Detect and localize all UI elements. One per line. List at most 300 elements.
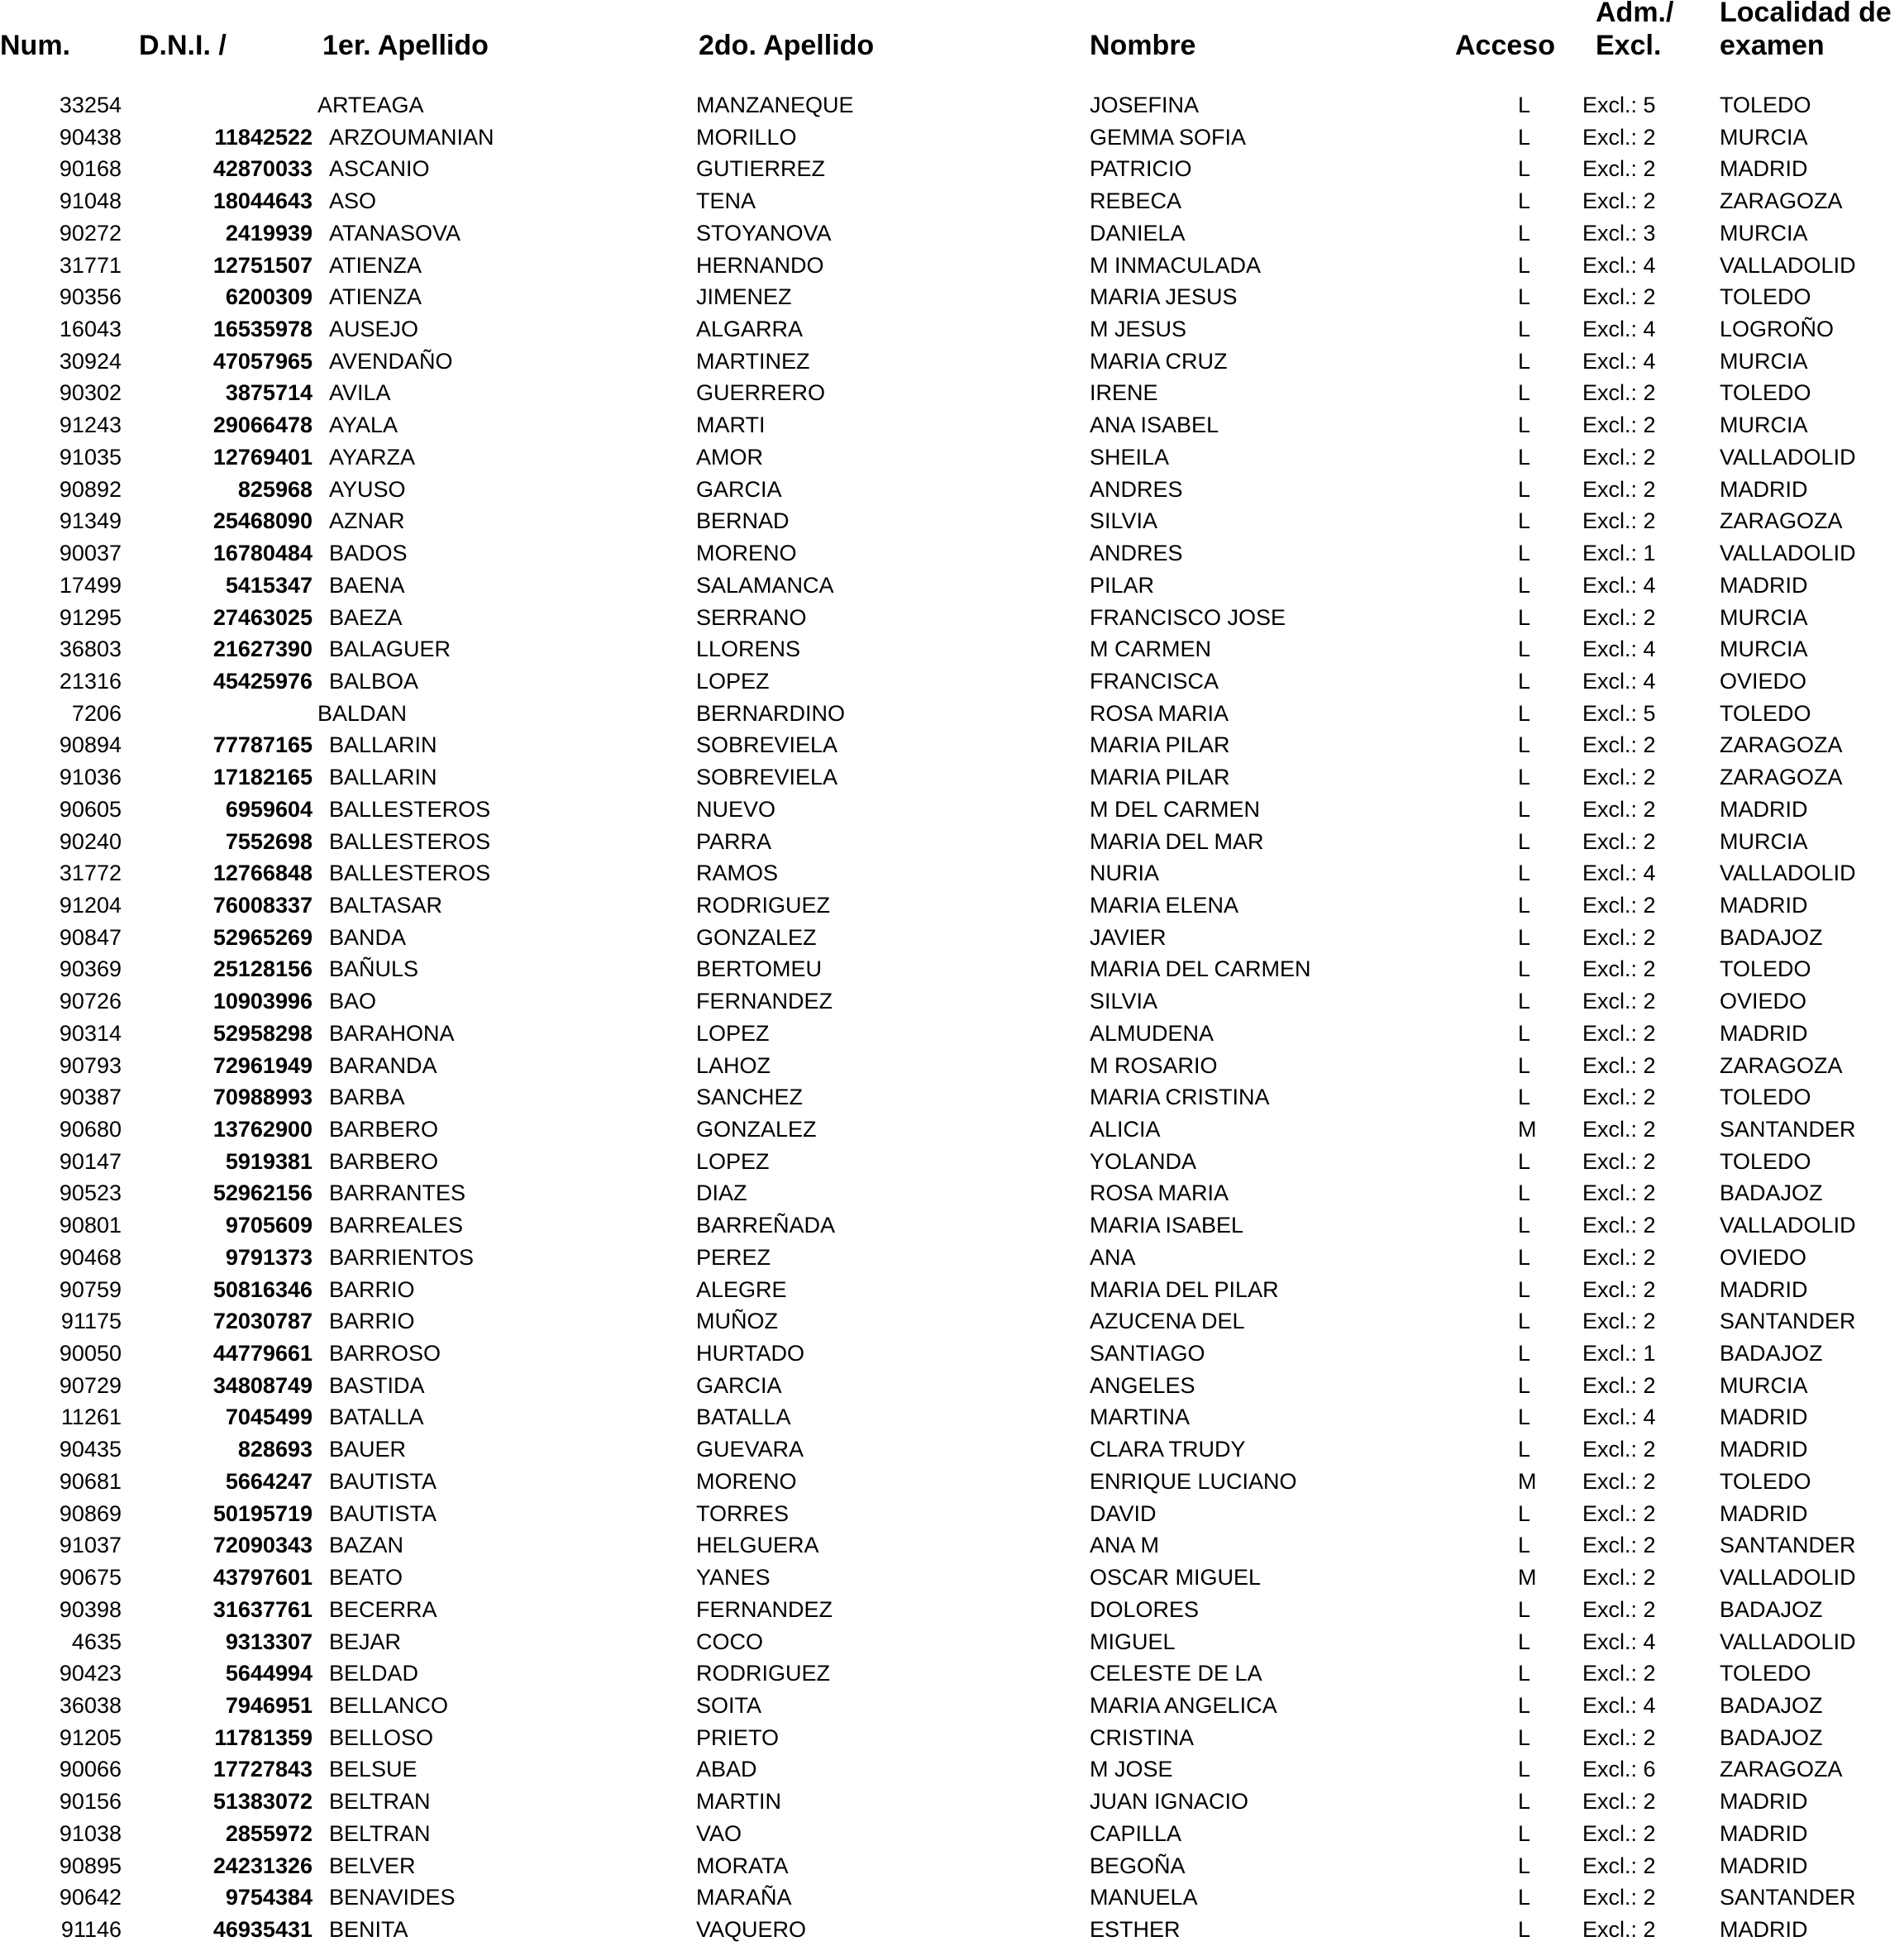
cell-nombre: ANDRES [1090,541,1183,566]
table-row [0,185,1904,217]
cell-num: 91295 [59,604,122,630]
cell-num: 16043 [59,317,122,342]
cell-acceso: L [1518,1437,1531,1462]
cell-apellido1: BARRANTES [329,1180,466,1206]
cell-apellido2: RODRIGUEZ [696,1661,830,1686]
table-row [0,537,1904,570]
cell-num: 90168 [59,156,122,182]
cell-apellido1: BALLARIN [329,732,437,758]
cell-apellido1: BENAVIDES [329,1885,456,1910]
cell-num: 90681 [59,1468,122,1494]
cell-localidad: ZARAGOZA [1720,1757,1843,1782]
cell-dni: 3875714 [225,380,313,406]
cell-acceso: L [1518,796,1531,822]
cell-localidad: BADAJOZ [1720,1180,1823,1206]
cell-num: 90066 [59,1757,122,1782]
table-row [0,409,1904,441]
cell-nombre: M JESUS [1090,317,1187,342]
cell-localidad: MADRID [1720,1853,1808,1878]
cell-acceso: L [1518,348,1531,374]
table-row [0,1562,1904,1594]
cell-adm-excl: Excl.: 2 [1582,1468,1656,1494]
cell-nombre: MARIA ANGELICA [1090,1692,1277,1718]
header-adm-line2: Excl. [1596,30,1662,61]
cell-nombre: M ROSARIO [1090,1052,1218,1078]
cell-localidad: SANTANDER [1720,1117,1856,1142]
cell-dni: 2419939 [225,220,313,246]
table-row [0,1657,1904,1690]
cell-apellido1: BARRIO [329,1276,415,1302]
cell-localidad: TOLEDO [1720,93,1811,117]
cell-num: 36803 [59,637,122,662]
cell-apellido1: ARZOUMANIAN [329,124,494,150]
cell-nombre: CLARA TRUDY [1090,1437,1246,1462]
cell-dni: 6959604 [225,796,313,822]
cell-apellido1: BARREALES [329,1213,464,1238]
cell-localidad: VALLADOLID [1720,1213,1856,1238]
cell-acceso: L [1518,1500,1531,1526]
table-row [0,313,1904,346]
cell-apellido2: SOBREVIELA [696,765,838,790]
table-row [0,1914,1904,1946]
cell-adm-excl: Excl.: 6 [1582,1757,1656,1782]
table-row [0,377,1904,409]
cell-nombre: ESTHER [1090,1916,1181,1942]
cell-acceso: L [1518,1020,1531,1046]
cell-dni: 11842522 [214,124,313,150]
cell-localidad: MADRID [1720,1020,1808,1046]
cell-adm-excl: Excl.: 2 [1582,124,1656,150]
cell-num: 31772 [59,861,122,886]
cell-nombre: JOSEFINA [1090,93,1200,117]
table-row [0,1305,1904,1338]
cell-num: 21316 [59,668,122,694]
table-row [0,1529,1904,1562]
cell-num: 90869 [59,1500,122,1526]
cell-adm-excl: Excl.: 2 [1582,732,1656,758]
cell-dni: 5919381 [225,1148,313,1174]
cell-adm-excl: Excl.: 2 [1582,1309,1656,1334]
cell-num: 90240 [59,828,122,854]
cell-apellido2: SOITA [696,1692,762,1718]
cell-adm-excl: Excl.: 3 [1582,220,1656,246]
cell-dni: 5644994 [225,1661,313,1686]
cell-localidad: VALLADOLID [1720,541,1856,566]
cell-adm-excl: Excl.: 2 [1582,1724,1656,1750]
cell-adm-excl: Excl.: 2 [1582,1500,1656,1526]
cell-acceso: L [1518,956,1531,982]
cell-nombre: DOLORES [1090,1596,1200,1622]
table-row [0,1018,1904,1050]
cell-dni: 72030787 [212,1309,313,1334]
cell-apellido2: DIAZ [696,1180,747,1206]
cell-apellido2: RODRIGUEZ [696,892,830,918]
cell-acceso: L [1518,188,1531,214]
cell-localidad: MADRID [1720,1820,1808,1846]
cell-apellido2: MARTI [696,413,766,438]
cell-adm-excl: Excl.: 4 [1582,668,1656,694]
cell-acceso: L [1518,1757,1531,1782]
cell-apellido1: BAZAN [329,1533,404,1558]
cell-localidad: TOLEDO [1720,956,1811,982]
cell-localidad: MADRID [1720,1916,1808,1942]
cell-apellido1: BELDAD [329,1661,419,1686]
cell-adm-excl: Excl.: 5 [1582,93,1656,117]
cell-apellido1: BELVER [329,1853,416,1878]
cell-adm-excl: Excl.: 4 [1582,1629,1656,1654]
cell-num: 90468 [59,1244,122,1270]
cell-num: 91035 [59,444,122,470]
cell-dni: 70988993 [212,1085,313,1110]
header-localidad-line2: examen [1720,30,1825,61]
cell-apellido1: AYARZA [329,444,416,470]
cell-nombre: JUAN IGNACIO [1090,1789,1249,1815]
cell-localidad: MADRID [1720,1500,1808,1526]
cell-apellido2: MANZANEQUE [696,93,854,117]
cell-adm-excl: Excl.: 2 [1582,413,1656,438]
table-row [0,1274,1904,1306]
cell-dni: 21627390 [212,637,313,662]
cell-dni: 18044643 [212,188,313,214]
cell-apellido2: NUEVO [696,796,776,822]
cell-acceso: L [1518,604,1531,630]
cell-adm-excl: Excl.: 2 [1582,1853,1656,1878]
table-row [0,250,1904,282]
cell-num: 31771 [59,252,122,278]
cell-acceso: L [1518,637,1531,662]
cell-acceso: L [1518,1820,1531,1846]
cell-dni: 825968 [237,476,313,502]
table-row [0,1242,1904,1274]
cell-num: 91146 [60,1916,122,1942]
cell-dni: 52965269 [212,924,313,950]
cell-dni: 12769401 [212,444,313,470]
cell-dni: 9313307 [225,1629,313,1654]
cell-acceso: L [1518,508,1531,534]
cell-nombre: JAVIER [1090,924,1167,950]
table-row [0,1786,1904,1818]
cell-apellido2: HELGUERA [696,1533,819,1558]
cell-nombre: MARIA ELENA [1090,892,1239,918]
table-row [0,761,1904,794]
cell-num: 90272 [59,220,122,246]
header-acceso: Acceso [1455,30,1555,61]
cell-apellido2: MARTINEZ [696,348,810,374]
cell-apellido1: AUSEJO [329,317,419,342]
cell-dni: 828693 [237,1437,313,1462]
cell-localidad: MURCIA [1720,1372,1808,1398]
cell-localidad: ZARAGOZA [1720,732,1843,758]
cell-apellido2: PARRA [696,828,772,854]
cell-dni: 16780484 [212,541,313,566]
cell-apellido2: ALGARRA [696,317,804,342]
cell-localidad: VALLADOLID [1720,1629,1856,1654]
cell-num: 90793 [59,1052,122,1078]
cell-apellido2: LOPEZ [696,1148,770,1174]
cell-apellido2: YANES [696,1565,771,1591]
cell-dni: 50195719 [212,1500,313,1526]
cell-apellido1: BEATO [329,1565,403,1591]
table-row [0,1498,1904,1530]
cell-nombre: BEGOÑA [1090,1853,1186,1878]
cell-num: 90605 [59,796,122,822]
cell-nombre: ALMUDENA [1090,1020,1214,1046]
cell-adm-excl: Excl.: 2 [1582,1820,1656,1846]
table-row [0,217,1904,250]
cell-apellido1: AYUSO [329,476,406,502]
cell-num: 91048 [59,188,122,214]
cell-acceso: L [1518,1885,1531,1910]
cell-adm-excl: Excl.: 4 [1582,572,1656,598]
cell-apellido2: GUERRERO [696,380,826,406]
cell-nombre: MARIA DEL PILAR [1090,1276,1279,1302]
cell-num: 90302 [59,380,122,406]
cell-localidad: MADRID [1720,1405,1808,1430]
table-row [0,1081,1904,1114]
cell-adm-excl: Excl.: 4 [1582,637,1656,662]
table-row [0,890,1904,922]
cell-apellido2: RAMOS [696,861,779,886]
cell-acceso: L [1518,1853,1531,1878]
cell-num: 91205 [59,1724,122,1750]
table-row [0,922,1904,954]
cell-adm-excl: Excl.: 2 [1582,284,1656,310]
cell-num: 90156 [59,1789,122,1815]
cell-nombre: CRISTINA [1090,1724,1195,1750]
cell-adm-excl: Excl.: 2 [1582,1916,1656,1942]
table-row [0,1209,1904,1242]
cell-nombre: SILVIA [1090,989,1158,1014]
cell-dni: 45425976 [212,668,313,694]
cell-apellido1: BALLESTEROS [329,828,491,854]
cell-nombre: REBECA [1090,188,1182,214]
cell-apellido2: ABAD [696,1757,757,1782]
table-row [0,794,1904,826]
cell-apellido2: BERTOMEU [696,956,823,982]
cell-localidad: TOLEDO [1720,1468,1811,1494]
header-nombre: Nombre [1090,30,1196,61]
cell-adm-excl: Excl.: 2 [1582,989,1656,1014]
cell-num: 90675 [59,1565,122,1591]
cell-num: 90726 [59,989,122,1014]
cell-apellido1: BANDA [329,924,407,950]
cell-adm-excl: Excl.: 2 [1582,1085,1656,1110]
cell-acceso: L [1518,1341,1531,1366]
cell-apellido1: BECERRA [329,1596,437,1622]
cell-localidad: BADAJOZ [1720,1341,1823,1366]
cell-num: 90894 [59,732,122,758]
cell-adm-excl: Excl.: 4 [1582,1405,1656,1430]
table-row [0,1146,1904,1178]
cell-apellido2: TENA [696,188,756,214]
cell-apellido2: FERNANDEZ [696,1596,833,1622]
cell-num: 91175 [60,1309,122,1334]
cell-num: 91038 [59,1820,122,1846]
cell-dni: 52958298 [212,1020,313,1046]
cell-apellido1: BARRIO [329,1309,415,1334]
table-row [0,1594,1904,1626]
cell-apellido2: SANCHEZ [696,1085,804,1110]
cell-adm-excl: Excl.: 2 [1582,1533,1656,1558]
cell-adm-excl: Excl.: 2 [1582,380,1656,406]
table-row [0,1433,1904,1466]
table-row [0,1882,1904,1914]
cell-localidad: MADRID [1720,476,1808,502]
cell-apellido1: ASO [329,188,377,214]
cell-dni: 17182165 [212,765,313,790]
cell-apellido2: SOBREVIELA [696,732,838,758]
cell-nombre: ANA [1090,1244,1136,1270]
cell-acceso: L [1518,668,1531,694]
cell-apellido2: ALEGRE [696,1276,787,1302]
cell-acceso: L [1518,1692,1531,1718]
cell-adm-excl: Excl.: 5 [1582,700,1656,726]
cell-acceso: L [1518,380,1531,406]
cell-nombre: PATRICIO [1090,156,1192,182]
cell-nombre: MARIA PILAR [1090,765,1230,790]
cell-apellido1: BALLESTEROS [329,796,491,822]
cell-apellido1: BAENA [329,572,405,598]
cell-localidad: MADRID [1720,1437,1808,1462]
cell-localidad: TOLEDO [1720,1085,1811,1110]
cell-acceso: L [1518,861,1531,886]
cell-acceso: L [1518,317,1531,342]
cell-nombre: AZUCENA DEL [1090,1309,1245,1334]
cell-apellido2: LLORENS [696,637,801,662]
cell-apellido1: BALLARIN [329,765,437,790]
cell-acceso: L [1518,1596,1531,1622]
cell-localidad: MADRID [1720,156,1808,182]
cell-localidad: SANTANDER [1720,1885,1856,1910]
table-row [0,633,1904,665]
table-row [0,505,1904,537]
cell-apellido2: TORRES [696,1500,790,1526]
cell-num: 90435 [59,1437,122,1462]
cell-num: 91349 [59,508,122,534]
header-localidad-line1: Localidad de [1720,0,1892,28]
cell-adm-excl: Excl.: 2 [1582,156,1656,182]
cell-localidad: MURCIA [1720,124,1808,150]
cell-apellido1: BARRIENTOS [329,1244,475,1270]
cell-localidad: MURCIA [1720,604,1808,630]
cell-apellido2: SERRANO [696,604,807,630]
cell-dni: 42870033 [212,156,313,182]
cell-apellido1: BAEZA [329,604,403,630]
cell-localidad: MURCIA [1720,220,1808,246]
cell-apellido1: BALLESTEROS [329,861,491,886]
cell-num: 90729 [59,1372,122,1398]
cell-num: 90387 [59,1085,122,1110]
table-row [0,1370,1904,1402]
cell-dni: 50816346 [212,1276,313,1302]
cell-num: 90356 [59,284,122,310]
cell-acceso: L [1518,1244,1531,1270]
cell-acceso: M [1518,1468,1537,1494]
cell-apellido2: GARCIA [696,476,782,502]
cell-acceso: M [1518,1117,1537,1142]
cell-dni: 52962156 [212,1180,313,1206]
cell-acceso: L [1518,572,1531,598]
cell-apellido2: MARTIN [696,1789,782,1815]
cell-adm-excl: Excl.: 2 [1582,508,1656,534]
cell-num: 90895 [59,1853,122,1878]
cell-dni: 43797601 [212,1565,313,1591]
table-row [0,953,1904,985]
cell-nombre: M CARMEN [1090,637,1211,662]
cell-num: 90680 [59,1117,122,1142]
cell-num: 4635 [71,1629,122,1654]
cell-apellido2: MORATA [696,1853,789,1878]
cell-dni: 16535978 [212,317,313,342]
cell-num: 90050 [59,1341,122,1366]
table-row [0,89,1904,122]
cell-acceso: L [1518,1180,1531,1206]
cell-apellido1: BAUTISTA [329,1500,437,1526]
cell-num: 90642 [59,1885,122,1910]
cell-acceso: L [1518,93,1531,117]
cell-apellido2: HURTADO [696,1341,805,1366]
cell-num: 90759 [59,1276,122,1302]
cell-num: 30924 [59,348,122,374]
cell-acceso: L [1518,1309,1531,1334]
table-row [0,826,1904,858]
cell-num: 90892 [59,476,122,502]
cell-localidad: MADRID [1720,1276,1808,1302]
cell-localidad: BADAJOZ [1720,1692,1823,1718]
table-row [0,1401,1904,1433]
cell-adm-excl: Excl.: 2 [1582,604,1656,630]
cell-adm-excl: Excl.: 2 [1582,796,1656,822]
cell-dni: 31637761 [212,1596,313,1622]
cell-nombre: MARIA CRISTINA [1090,1085,1270,1110]
cell-adm-excl: Excl.: 2 [1582,1180,1656,1206]
cell-adm-excl: Excl.: 2 [1582,188,1656,214]
cell-dni: 25128156 [212,956,313,982]
header-adm-line1: Adm./ [1596,0,1674,28]
cell-apellido2: BERNARDINO [696,700,846,726]
cell-apellido2: STOYANOVA [696,220,832,246]
cell-apellido1: AYALA [329,413,398,438]
cell-num: 90847 [59,924,122,950]
cell-apellido2: GUTIERREZ [696,156,826,182]
cell-num: 90147 [59,1148,122,1174]
cell-apellido1: BARAHONA [329,1020,455,1046]
cell-adm-excl: Excl.: 2 [1582,1117,1656,1142]
cell-apellido1: BEJAR [329,1629,402,1654]
cell-dni: 17727843 [212,1757,313,1782]
cell-apellido1: ASCANIO [329,156,430,182]
cell-apellido1: ATANASOVA [329,220,461,246]
cell-nombre: MARIA JESUS [1090,284,1238,310]
cell-dni: 12751507 [212,252,313,278]
cell-adm-excl: Excl.: 2 [1582,1789,1656,1815]
cell-apellido2: AMOR [696,444,763,470]
cell-nombre: FRANCISCA [1090,668,1219,694]
cell-adm-excl: Excl.: 2 [1582,1565,1656,1591]
cell-apellido2: PRIETO [696,1724,780,1750]
cell-num: 90423 [59,1661,122,1686]
cell-apellido2: MORENO [696,1468,797,1494]
cell-num: 91243 [59,413,122,438]
cell-nombre: DANIELA [1090,220,1186,246]
cell-num: 90801 [59,1213,122,1238]
cell-apellido1: BALBOA [329,668,419,694]
cell-acceso: L [1518,124,1531,150]
header-apellido2: 2do. Apellido [699,30,875,61]
cell-dni: 77787165 [212,732,313,758]
cell-dni: 7946951 [225,1692,313,1718]
cell-acceso: L [1518,1276,1531,1302]
